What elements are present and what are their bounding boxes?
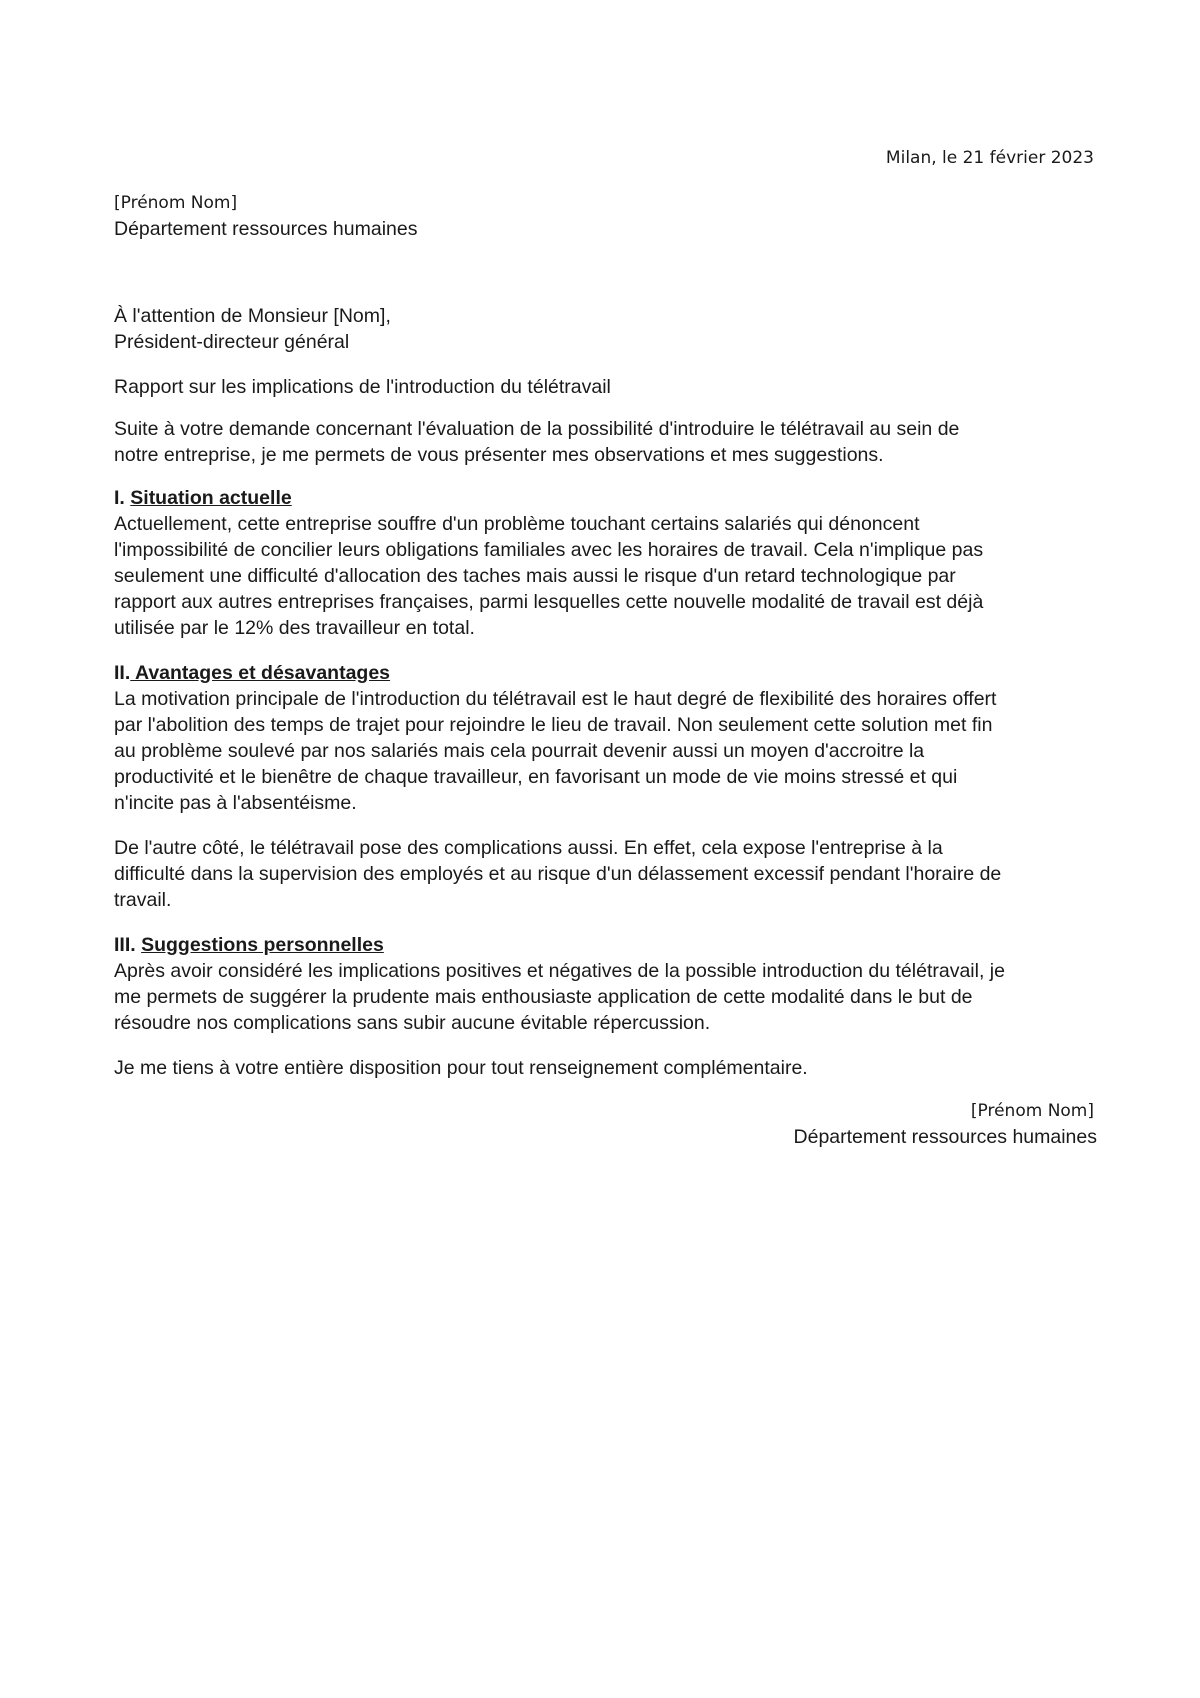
section-situation: [114, 485, 1094, 641]
paragraph-line: utilisée par le 12% des travailleur en total.: [114, 617, 475, 639]
paragraph-line: difficulté dans la supervision des employés et au risque d'un délassement excessif pendant l'horaire de: [114, 863, 1002, 885]
subject-line: [114, 374, 1094, 400]
paragraph-line: résoudre nos complications sans subir aucune évitable répercussion.: [114, 1012, 711, 1034]
recipient-line-2: Président-directeur général: [114, 331, 350, 353]
section-avantages-paragraph-2: [114, 835, 1094, 913]
signature-block: [793, 1098, 1097, 1150]
paragraph-line: Après avoir considéré les implications positives et négatives de la possible introduction du télétravail, je: [114, 960, 1005, 982]
sender-name: [Prénom Nom]: [114, 193, 238, 213]
paragraph-line: La motivation principale de l'introduction du télétravail est le haut degré de flexibilité des horaires offert: [114, 688, 997, 710]
section-number: II.: [114, 662, 131, 684]
paragraph-line: Actuellement, cette entreprise souffre d'un problème touchant certains salariés qui dénoncent: [114, 513, 920, 535]
paragraph-line: l'impossibilité de concilier leurs obligations familiales avec les horaires de travail. Cela n'implique pas: [114, 539, 984, 561]
paragraph-line: n'incite pas à l'absentéisme.: [114, 792, 357, 814]
intro-line: notre entreprise, je me permets de vous présenter mes observations et mes suggestions.: [114, 444, 884, 466]
paragraph-line: travail.: [114, 889, 172, 911]
subject-text: Rapport sur les implications de l'introduction du télétravail: [114, 376, 611, 398]
intro-line: Suite à votre demande concernant l'évaluation de la possibilité d'introduire le télétravail au sein de: [114, 418, 960, 440]
sender-block: [114, 190, 1094, 242]
paragraph-line: au problème soulevé par nos salariés mais cela pourrait devenir aussi un moyen d'accroitre la: [114, 740, 925, 762]
section-title: Situation actuelle: [130, 487, 292, 509]
paragraph-line: seulement une difficulté d'allocation des taches mais aussi le risque d'un retard technologique par: [114, 565, 956, 587]
paragraph-line: productivité et le bienêtre de chaque travailleur, en favorisant un mode de vie moins stressé et qui: [114, 766, 958, 788]
date-text: Milan, le 21 février 2023: [885, 148, 1094, 168]
date-line: [886, 145, 1094, 171]
section-avantages: [114, 660, 1094, 816]
recipient-block: [114, 303, 1094, 355]
section-number: III.: [114, 934, 142, 956]
closing-paragraph: [114, 1055, 1094, 1081]
paragraph-line: me permets de suggérer la prudente mais enthousiaste application de cette modalité dans le but de: [114, 986, 973, 1008]
section-heading: [114, 485, 1094, 511]
section-number: I.: [114, 487, 131, 509]
paragraph-line: De l'autre côté, le télétravail pose des complications aussi. En effet, cela expose l'entreprise à la: [114, 837, 943, 859]
sender-department: Département ressources humaines: [114, 218, 418, 240]
section-title: Avantages et désavantages: [130, 662, 391, 684]
section-heading: [114, 932, 1094, 958]
signature-name: [Prénom Nom]: [970, 1101, 1094, 1121]
closing-text: Je me tiens à votre entière disposition pour tout renseignement complémentaire.: [114, 1057, 808, 1079]
section-title: Suggestions personnelles: [141, 934, 384, 956]
signature-department: Département ressources humaines: [793, 1126, 1097, 1148]
intro-paragraph: [114, 416, 1094, 468]
paragraph-line: par l'abolition des temps de trajet pour rejoindre le lieu de travail. Non seulement cette solution met fin: [114, 714, 993, 736]
recipient-line-1: À l'attention de Monsieur [Nom],: [114, 305, 391, 327]
section-heading: [114, 660, 1094, 686]
paragraph-line: rapport aux autres entreprises françaises, parmi lesquelles cette nouvelle modalité de travail est déjà: [114, 591, 984, 613]
section-suggestions: [114, 932, 1094, 1036]
